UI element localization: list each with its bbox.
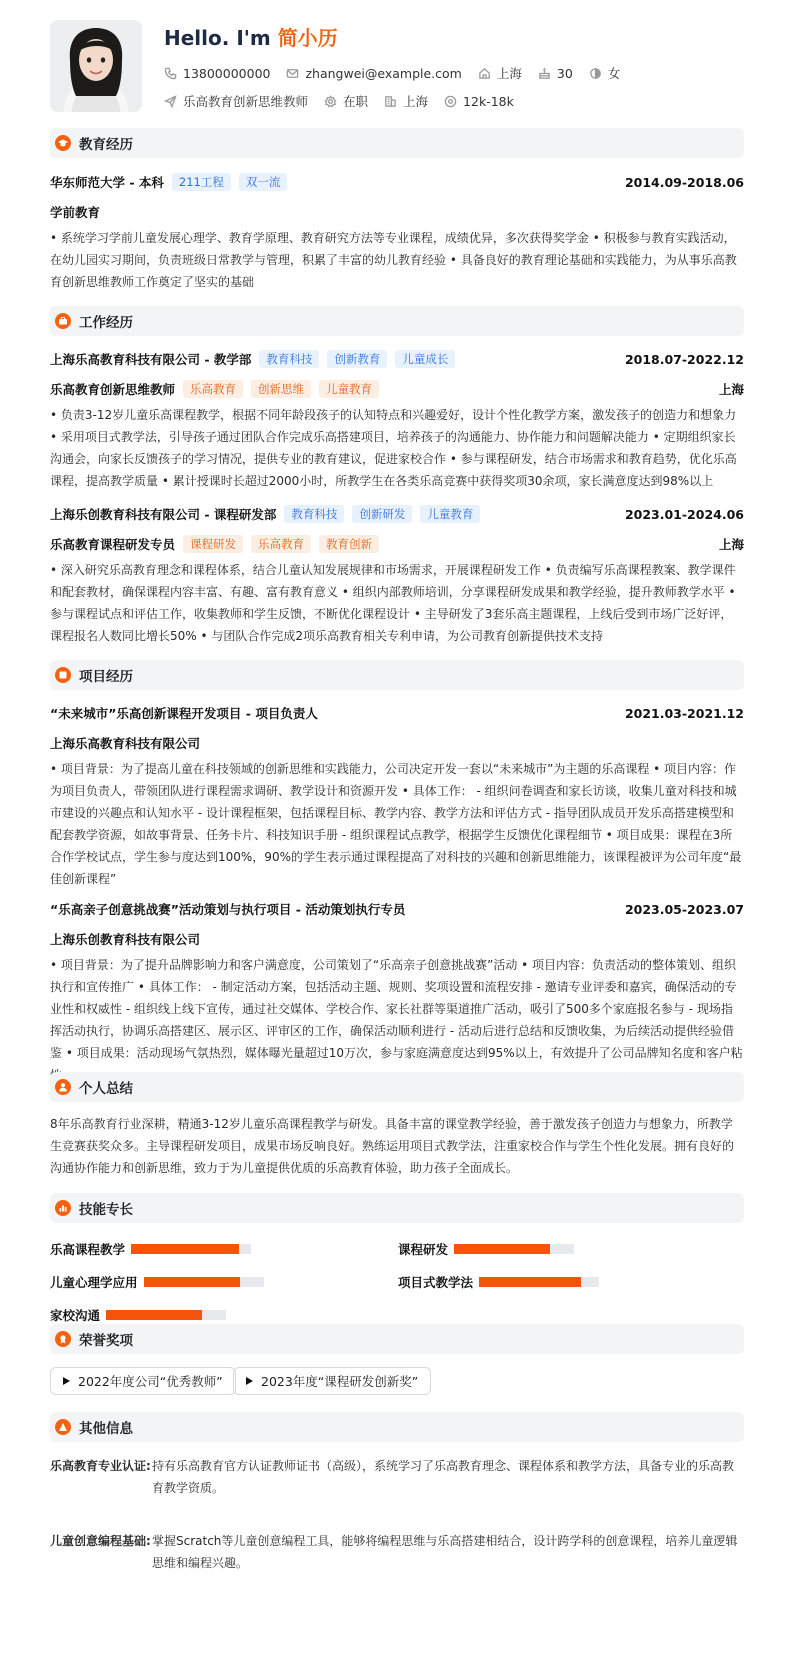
skill-name: 家校沟通	[50, 1308, 101, 1323]
summary-text: 8年乐高教育行业深耕，精通3-12岁儿童乐高课程教学与研发。具备丰富的课堂教学经验，善于激发孩子创造力与想象力，所教学生竞赛获奖众多。主导课程研发项目，成果市场反响良好。熟练运用项目式教学法，注重家校合作与学生个性化发展。拥有良好的沟通协作能力和创新思维，致力于为儿童提供优质的乐高教育体验，助力孩子全面成长。	[50, 1117, 735, 1175]
status-item	[324, 92, 368, 110]
other-label: 儿童创意编程基础:	[50, 1534, 151, 1548]
role-tag: 乐高教育	[251, 535, 311, 553]
skill-item	[50, 1273, 264, 1291]
work-company-line	[50, 350, 744, 368]
skill-fill	[144, 1277, 240, 1287]
building-icon	[384, 95, 397, 108]
major-line	[50, 203, 744, 221]
role-tag: 创新思维	[251, 380, 311, 398]
resume-header	[50, 20, 750, 112]
greeting-title	[164, 22, 338, 51]
skill-name: 儿童心理学应用	[50, 1275, 138, 1290]
role-name: 乐高教育课程研发专员	[50, 537, 176, 552]
section-skills	[50, 1193, 744, 1223]
project-company: 上海乐创教育科技有限公司	[50, 932, 201, 947]
work-desc: • 深入研究乐高教育理念和课程体系，结合儿童认知发展规律和市场需求，开展课程研发工作 • 负责编写乐高课程教案、教学课件和配套教材，确保课程内容丰富、有趣、富有教育意义 • 组织内部教师培训，分享课程研发成果和教学经验，提升教师教学水平 • 参与课程试点和评估工作，收集教师和学生反馈，不断优化课程设计 • 主导研发了3套乐高主题课程，上线后受到市场广泛好评，课程报名人数同比增长50% • 与团队合作完成2项乐高教育相关专利申请，为公司教育创新提供技术支持	[50, 563, 736, 643]
section-title: 教育经历	[79, 137, 133, 153]
work-city-text: 上海	[403, 94, 429, 109]
salary-text: 12k-18k	[463, 93, 514, 109]
section-work	[50, 306, 744, 336]
other-text: 掌握Scratch等儿童创意编程工具，能够将编程思维与乐高搭建相结合，设计跨学科的创意课程，培养儿童逻辑思维和编程兴趣。	[152, 1534, 738, 1570]
award-item[interactable]	[50, 1367, 236, 1395]
work-desc: • 负责3-12岁儿童乐高课程教学，根据不同年龄段孩子的认知特点和兴趣爱好，设计个性化教学方案，激发孩子的创造力和想象力 • 采用项目式教学法，引导孩子通过团队合作完成乐高搭建项目，培养孩子的沟通能力、协作能力和问题解决能力 • 定期组织家长沟通会，向家长反馈孩子的学习情况，提供专业的教育建议，促进家校合作 • 参与课程研发，结合市场需求和教育趋势，优化乐高课程，提高教学质量 • 累计授课时长超过2000小时，所教学生在各类乐高竞赛中获得奖项30余项，家长满意度达到98%以上	[50, 408, 737, 488]
skill-bar	[144, 1277, 264, 1287]
user-icon	[55, 1079, 71, 1095]
skill-fill	[131, 1244, 239, 1254]
play-icon	[63, 1377, 70, 1385]
project-desc: • 项目背景：为了提升品牌影响力和客户满意度，公司策划了“乐高亲子创意挑战赛”活动 • 项目内容：负责活动的整体策划、组织执行和宣传推广 • 具体工作： - 制定活动方案，包括活动主题、规则、奖项设置和流程安排 - 邀请专业评委和嘉宾，确保活动的专业性和权威性 - 组织线上线下宣传，通过社交媒体、学校合作、家长社群等渠道推广活动，吸引了500多个家庭报名参与 - 现场指挥活动执行，协调乐高搭建区、展示区、评审区的工作，确保活动顺利进行 - 活动后进行总结和反馈收集，为后续活动提供经验借鉴 • 项目成果：活动现场气氛热烈，媒体曝光量超过10万次，参与家庭满意度达到95%以上，有效提升了公司品牌知名度和客户粘	[50, 958, 743, 1060]
skill-item	[50, 1240, 251, 1258]
company-tag: 创新教育	[327, 350, 387, 368]
work-role-line	[50, 535, 744, 553]
other-item	[50, 1455, 744, 1499]
company-name: 上海乐高教育科技有限公司 - 教学部	[50, 352, 252, 367]
award-item[interactable]	[233, 1367, 431, 1395]
project-title: “乐高亲子创意挑战赛”活动策划与执行项目 - 活动策划执行专员	[50, 902, 406, 917]
city-item	[478, 64, 522, 82]
age-text: 30	[556, 65, 573, 81]
skill-item	[398, 1240, 574, 1258]
company-tag: 创新研发	[352, 505, 412, 523]
skill-bar	[106, 1310, 226, 1320]
skill-bar	[131, 1244, 251, 1254]
company-tag: 教育科技	[284, 505, 344, 523]
company-name: 上海乐创教育科技有限公司 - 课程研发部	[50, 507, 277, 522]
skill-fill	[479, 1277, 581, 1287]
work-company-line	[50, 505, 744, 523]
position-item	[164, 92, 308, 110]
position-text: 乐高教育创新思维教师	[183, 94, 309, 109]
contact-row	[164, 64, 636, 82]
age-item	[538, 66, 573, 81]
cake-icon	[538, 67, 551, 80]
edu-date: 2014.09-2018.06	[624, 174, 744, 190]
project-icon	[55, 667, 71, 683]
role-tag: 课程研发	[183, 535, 243, 553]
section-title: 其他信息	[79, 1421, 133, 1437]
phone-icon	[164, 67, 177, 80]
section-other	[50, 1412, 744, 1442]
work-role-line	[50, 380, 744, 398]
section-title: 荣誉奖项	[79, 1333, 133, 1349]
work-date: 2023.01-2024.06	[624, 506, 744, 522]
phone-item	[164, 66, 270, 81]
section-title: 技能专长	[79, 1202, 133, 1218]
section-summary	[50, 1072, 744, 1102]
award-icon	[55, 1331, 71, 1347]
project-company-line	[50, 930, 744, 948]
section-education	[50, 128, 744, 158]
work-location: 上海	[718, 382, 744, 397]
skill-item	[50, 1306, 226, 1324]
section-projects	[50, 660, 744, 690]
gender-icon	[589, 67, 602, 80]
school-name: 华东师范大学 - 本科	[50, 175, 164, 190]
info-icon	[55, 1419, 71, 1435]
education-desc: • 系统学习学前儿童发展心理学、教育学原理、教育研究方法等专业课程，成绩优异，多次获得奖学金 • 积极参与教育实践活动，在幼儿园实习期间，负责班级日常教学与管理，积累了丰富的幼儿教育经验 • 具备良好的教育理论基础和实践能力，为从事乐高教育创新思维教师工作奠定了坚实的基础	[50, 231, 737, 289]
home-icon	[478, 67, 491, 80]
avatar	[50, 20, 142, 112]
role-tag: 乐高教育	[183, 380, 243, 398]
other-item	[50, 1530, 744, 1574]
education-header	[50, 173, 744, 191]
skill-name: 课程研发	[398, 1242, 449, 1257]
settings-icon	[324, 95, 337, 108]
job-row	[164, 92, 530, 110]
section-title: 项目经历	[79, 669, 133, 685]
project-title-line	[50, 900, 744, 918]
coin-icon	[444, 95, 457, 108]
award-text: 2022年度公司“优秀教师”	[78, 1374, 223, 1389]
briefcase-icon	[55, 313, 71, 329]
award-text: 2023年度“课程研发创新奖”	[261, 1374, 419, 1389]
role-tag: 儿童教育	[319, 380, 379, 398]
project-title: “未来城市”乐高创新课程开发项目 - 项目负责人	[50, 706, 318, 721]
project-company-line	[50, 734, 744, 752]
skill-fill	[106, 1310, 202, 1320]
work-date: 2018.07-2022.12	[624, 351, 744, 367]
edu-tag: 211工程	[172, 173, 231, 191]
greeting-text: Hello. I'm	[164, 26, 278, 50]
gender-item	[589, 64, 621, 82]
skill-name: 乐高课程教学	[50, 1242, 126, 1257]
company-tag: 儿童成长	[395, 350, 455, 368]
skill-name: 项目式教学法	[398, 1275, 474, 1290]
skill-bar	[454, 1244, 574, 1254]
play-icon	[246, 1377, 253, 1385]
candidate-name: 简小历	[277, 26, 338, 50]
bar-chart-icon	[55, 1200, 71, 1216]
other-text: 持有乐高教育官方认证教师证书（高级），系统学习了乐高教育理念、课程体系和教学方法，具备专业的乐高教育教学资质。	[152, 1459, 735, 1495]
status-text: 在职	[343, 94, 369, 109]
project-company: 上海乐高教育科技有限公司	[50, 736, 201, 751]
project-date: 2021.03-2021.12	[624, 705, 744, 721]
salary-item	[444, 94, 514, 109]
edu-tag: 双一流	[239, 173, 288, 191]
company-tag: 儿童教育	[420, 505, 480, 523]
gender-text: 女	[607, 66, 621, 81]
project-title-line	[50, 704, 744, 722]
phone-text: 13800000000	[183, 65, 271, 81]
skill-bar	[479, 1277, 599, 1287]
role-name: 乐高教育创新思维教师	[50, 382, 176, 397]
section-title: 工作经历	[79, 315, 133, 331]
role-tag: 教育创新	[319, 535, 379, 553]
email-item	[286, 66, 461, 81]
email-text: zhangwei@example.com	[305, 65, 462, 81]
major-name: 学前教育	[50, 205, 101, 220]
section-title: 个人总结	[79, 1081, 133, 1097]
city-text: 上海	[496, 66, 522, 81]
work-location: 上海	[718, 537, 744, 552]
work-city-item	[384, 92, 428, 110]
project-desc: • 项目背景：为了提高儿童在科技领域的创新思维和实践能力，公司决定开发一套以“未来城市”为主题的乐高课程 • 项目内容：作为项目负责人，带领团队进行课程需求调研、教学设计和资源开发 • 具体工作： - 组织问卷调查和家长访谈，收集儿童对科技和城市建设的兴趣点和认知水平 - 设计课程框架，包括课程目标、教学内容、教学方法和评估方式 - 指导团队成员开发乐高搭建模型和配套教学资源，如故事背景、任务卡片、科技知识手册 - 组织课程试点教学，根据学生反馈优化课程细节 • 项目成果：课程在3所合作学校试点，学生参与度达到100%，90%的学生表示通过课程提高了对科技的兴趣和创新思维能力，该课程被评为公司年度“最佳创新课程”	[50, 762, 742, 886]
skill-fill	[454, 1244, 550, 1254]
other-label: 乐高教育专业认证:	[50, 1459, 151, 1473]
send-icon	[164, 95, 177, 108]
project-date: 2023.05-2023.07	[624, 901, 744, 917]
mail-icon	[286, 67, 299, 80]
company-tag: 教育科技	[259, 350, 319, 368]
graduation-icon	[55, 135, 71, 151]
section-awards	[50, 1324, 744, 1354]
skill-item	[398, 1273, 599, 1291]
